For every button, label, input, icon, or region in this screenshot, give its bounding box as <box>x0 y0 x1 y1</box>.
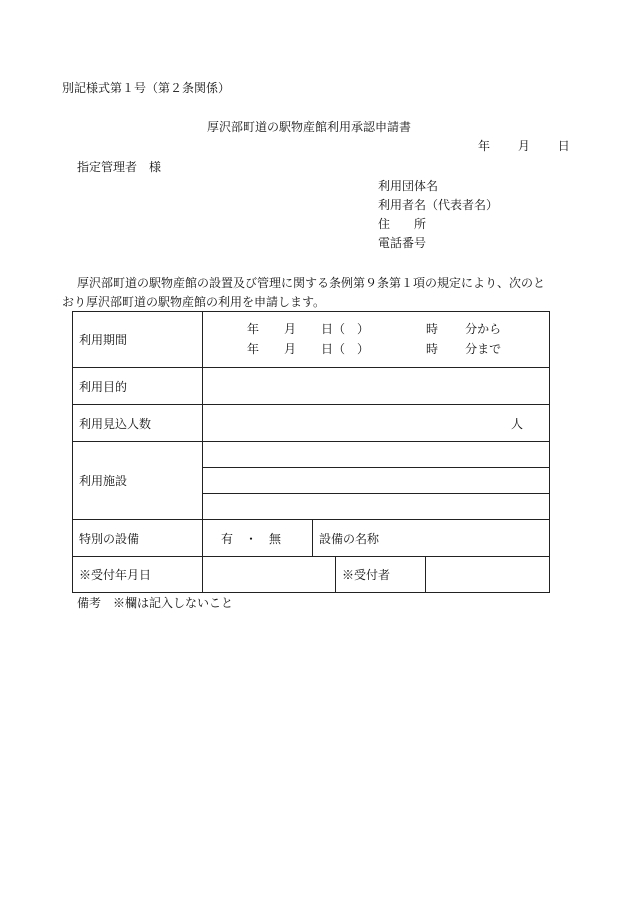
period-cell[interactable] <box>203 312 550 368</box>
purpose-label: 利用目的 <box>73 368 203 405</box>
body-text-line-2: おり厚沢部町道の駅物産館の利用を申請します。 <box>62 295 326 309</box>
receipt-row <box>73 557 550 593</box>
receipt-date-label: ※受付年月日 <box>73 557 203 593</box>
special-equipment-label: 特別の設備 <box>73 520 203 557</box>
document-title: 厚沢部町道の駅物産館利用承認申請書 <box>207 120 412 134</box>
equipment-name-label: 設備の名称 <box>319 531 380 546</box>
receiver-label: ※受付者 <box>336 557 426 593</box>
expected-people-label: 利用見込人数 <box>73 405 203 442</box>
receipt-date-field[interactable] <box>203 557 336 593</box>
date-year: 年 <box>478 139 491 153</box>
form-number: 別記様式第１号（第２条関係） <box>62 81 231 95</box>
period-label: 利用期間 <box>73 312 203 368</box>
period-from: 年 月 日（ ） 時 分から <box>247 322 502 336</box>
people-unit: 人 <box>510 416 523 431</box>
expected-people-field[interactable] <box>203 405 550 442</box>
applicant-user-name-label: 利用者名（代表者名） <box>378 198 499 212</box>
special-equipment-row <box>73 520 550 557</box>
body-text-line-1: 厚沢部町道の駅物産館の設置及び管理に関する条例第９条第１項の規定により、次のと <box>77 276 546 290</box>
yes-no-choice[interactable]: 有 ・ 無 <box>203 520 313 557</box>
people-row <box>73 405 550 442</box>
remarks-note: 備考 ※欄は記入しないこと <box>77 596 234 610</box>
facility-row-1 <box>73 442 550 468</box>
facility-field-3[interactable] <box>203 494 550 520</box>
date-day: 日 <box>557 139 570 153</box>
receiver-field[interactable] <box>426 557 550 593</box>
applicant-phone-label: 電話番号 <box>378 236 427 250</box>
equipment-name-field[interactable] <box>313 520 550 557</box>
application-table <box>72 311 550 593</box>
facility-field-1[interactable] <box>203 442 550 468</box>
facility-field-2[interactable] <box>203 468 550 494</box>
facility-label: 利用施設 <box>73 442 203 520</box>
period-to: 年 月 日（ ） 時 分まで <box>247 342 502 356</box>
purpose-field[interactable] <box>203 368 550 405</box>
purpose-row <box>73 368 550 405</box>
addressee: 指定管理者 様 <box>77 160 162 174</box>
period-row <box>73 312 550 368</box>
applicant-group-name-label: 利用団体名 <box>378 179 439 193</box>
applicant-address-label: 住 所 <box>378 217 427 231</box>
date-month: 月 <box>517 139 530 153</box>
date-line <box>478 140 570 152</box>
